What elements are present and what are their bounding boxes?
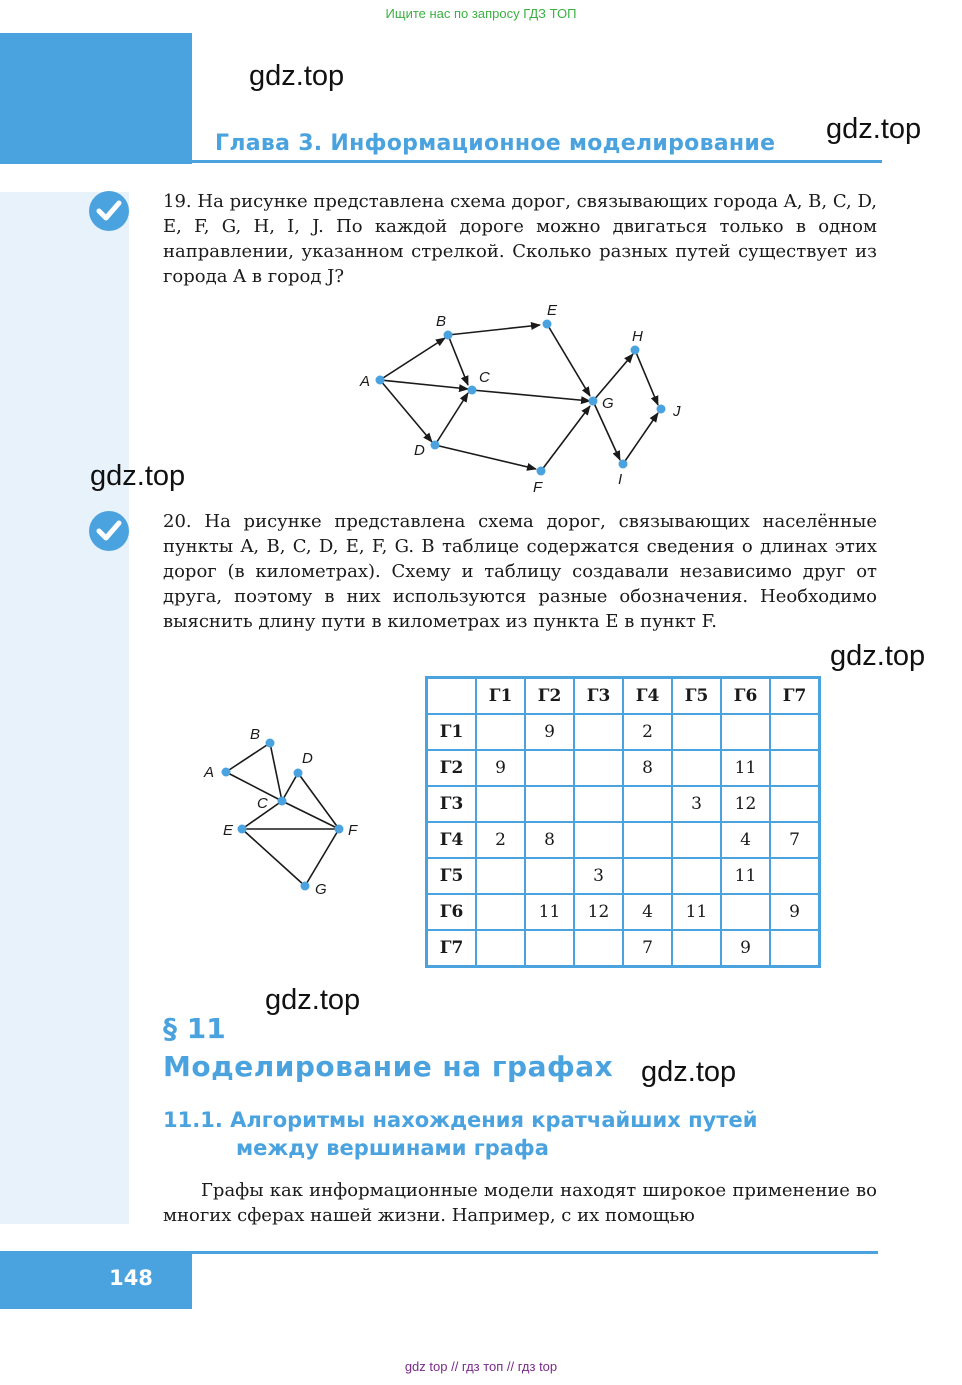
table-cell: 2 bbox=[623, 714, 672, 750]
node-label: D bbox=[302, 750, 313, 767]
edge-f-g bbox=[541, 406, 590, 471]
table-cell bbox=[476, 894, 525, 930]
left-sidebar-strip bbox=[0, 192, 129, 1224]
node-label: B bbox=[436, 313, 447, 330]
node-label: A bbox=[204, 764, 215, 781]
table-cell bbox=[525, 858, 574, 894]
row-header: Г1 bbox=[427, 714, 477, 750]
row-header: Г2 bbox=[427, 750, 477, 786]
distance-table bbox=[425, 676, 821, 968]
watermark: gdz.top bbox=[826, 113, 922, 145]
table-cell bbox=[770, 750, 820, 786]
edge-d-c bbox=[435, 393, 468, 445]
edge-b-e bbox=[448, 325, 540, 335]
table-cell: 3 bbox=[574, 858, 623, 894]
table-cell: 9 bbox=[770, 894, 820, 930]
table-cell: 9 bbox=[476, 750, 525, 786]
node-a bbox=[376, 376, 385, 385]
table-cell bbox=[623, 822, 672, 858]
task-number: 20. bbox=[163, 511, 192, 532]
chapter-title: Глава 3. Информационное моделирование bbox=[215, 131, 776, 156]
node-e bbox=[543, 320, 552, 329]
table-cell bbox=[770, 930, 820, 967]
node-g bbox=[301, 882, 310, 891]
table-row bbox=[427, 894, 820, 930]
subsection-title bbox=[163, 1106, 863, 1162]
table-cell: 2 bbox=[476, 822, 525, 858]
table-cell bbox=[672, 714, 721, 750]
edge-d-f bbox=[435, 445, 536, 469]
table-cell: 7 bbox=[770, 822, 820, 858]
table-cell bbox=[476, 930, 525, 967]
node-label: C bbox=[479, 369, 490, 386]
node-c bbox=[278, 797, 287, 806]
table-cell: 4 bbox=[623, 894, 672, 930]
node-c bbox=[468, 386, 477, 395]
watermark: gdz.top bbox=[265, 984, 361, 1016]
col-header: Г1 bbox=[476, 678, 525, 715]
node-f bbox=[537, 467, 546, 476]
table-cell: 8 bbox=[623, 750, 672, 786]
table-cell bbox=[623, 858, 672, 894]
check-icon bbox=[89, 511, 129, 551]
table-cell bbox=[672, 822, 721, 858]
task-19 bbox=[163, 189, 877, 289]
table-cell: 9 bbox=[525, 714, 574, 750]
table-cell: 12 bbox=[721, 786, 770, 822]
node-label: D bbox=[414, 442, 425, 459]
table-cell bbox=[574, 786, 623, 822]
section-title: Моделирование на графах bbox=[163, 1050, 614, 1083]
table-cell bbox=[525, 786, 574, 822]
node-d bbox=[431, 441, 440, 450]
edge-b-c bbox=[448, 335, 468, 385]
task-text: На рисунке представлена схема дорог, связывающих населённые пункты A, B, C, D, E, F, G. В таблице содержатся сведения о длинах этих дорог (в километрах). Схему и таблицу создавали независимо друг от друга, поэтому в них используются разные обозначения. Необходимо выяснить длину пути в километрах из пункта E в пункт F. bbox=[163, 511, 877, 632]
node-label: G bbox=[315, 881, 327, 898]
table-cell: 4 bbox=[721, 822, 770, 858]
node-label: I bbox=[618, 471, 623, 488]
road-graph-20 bbox=[195, 720, 375, 905]
node-a bbox=[222, 768, 231, 777]
row-header: Г7 bbox=[427, 930, 477, 967]
node-label: H bbox=[632, 328, 643, 345]
table-cell bbox=[721, 894, 770, 930]
edge-h-j bbox=[635, 350, 658, 405]
node-f bbox=[335, 825, 344, 834]
edge-a-b bbox=[380, 338, 445, 380]
table-cell bbox=[770, 858, 820, 894]
table-cell bbox=[476, 714, 525, 750]
node-g bbox=[589, 397, 598, 406]
edge-c-g bbox=[472, 390, 590, 401]
table-row bbox=[427, 714, 820, 750]
row-header: Г3 bbox=[427, 786, 477, 822]
table-cell bbox=[476, 858, 525, 894]
table-cell bbox=[574, 750, 623, 786]
col-header: Г7 bbox=[770, 678, 820, 715]
table-cell bbox=[574, 822, 623, 858]
table-cell: 3 bbox=[672, 786, 721, 822]
road-graph-19 bbox=[350, 300, 700, 500]
table-row bbox=[427, 858, 820, 894]
check-icon bbox=[89, 191, 129, 231]
node-label: F bbox=[348, 822, 358, 839]
col-header: Г5 bbox=[672, 678, 721, 715]
table-cell bbox=[525, 750, 574, 786]
node-label: E bbox=[223, 822, 234, 839]
watermark: gdz.top bbox=[90, 460, 186, 492]
table-cell: 12 bbox=[574, 894, 623, 930]
table-cell bbox=[574, 714, 623, 750]
watermark: gdz.top bbox=[641, 1056, 737, 1088]
node-label: F bbox=[533, 479, 543, 496]
table-cell bbox=[672, 858, 721, 894]
edge-g-h bbox=[593, 354, 633, 401]
header-rule bbox=[192, 160, 882, 163]
col-header: Г6 bbox=[721, 678, 770, 715]
edge-e-g bbox=[547, 324, 590, 396]
col-header: Г4 bbox=[623, 678, 672, 715]
watermark: gdz.top bbox=[830, 640, 926, 672]
watermark: gdz.top bbox=[249, 60, 345, 92]
table-cell bbox=[574, 930, 623, 967]
node-label: E bbox=[547, 302, 558, 319]
task-number: 19. bbox=[163, 191, 192, 212]
table-cell: 9 bbox=[721, 930, 770, 967]
node-label: J bbox=[673, 403, 681, 420]
row-header: Г4 bbox=[427, 822, 477, 858]
header-block bbox=[0, 33, 192, 164]
footer-rule bbox=[129, 1251, 878, 1254]
node-h bbox=[631, 346, 640, 355]
task-text: На рисунке представлена схема дорог, связывающих города A, B, C, D, E, F, G, H, I, J. По каждой дороге можно двигаться только в одном направлении, указанном стрелкой. Сколько разных путей существует из города A в город J? bbox=[163, 191, 877, 287]
edge-a-d bbox=[380, 380, 432, 442]
body-paragraph: Графы как информационные модели находят широкое применение во многих сферах нашей жизни. Например, с их помощью bbox=[163, 1180, 877, 1226]
node-j bbox=[657, 405, 666, 414]
node-d bbox=[294, 769, 303, 778]
subsection-line: между вершинами графа bbox=[236, 1136, 549, 1160]
node-b bbox=[444, 331, 453, 340]
table-cell bbox=[623, 786, 672, 822]
table-cell bbox=[770, 786, 820, 822]
col-header: Г3 bbox=[574, 678, 623, 715]
task-20 bbox=[163, 509, 877, 634]
table-cell bbox=[476, 786, 525, 822]
node-label: C bbox=[257, 795, 268, 812]
row-header: Г6 bbox=[427, 894, 477, 930]
node-label: G bbox=[602, 395, 614, 412]
node-e bbox=[238, 825, 247, 834]
table-cell bbox=[672, 750, 721, 786]
table-cell: 11 bbox=[721, 858, 770, 894]
row-header: Г5 bbox=[427, 858, 477, 894]
subsection-line: 11.1. Алгоритмы нахождения кратчайших путей bbox=[163, 1108, 758, 1132]
table-cell bbox=[672, 930, 721, 967]
table-cell: 7 bbox=[623, 930, 672, 967]
node-i bbox=[619, 460, 628, 469]
node-label: A bbox=[360, 373, 371, 390]
table-row bbox=[427, 822, 820, 858]
bottom-banner[interactable]: gdz top // гдз топ // гдз top bbox=[404, 1359, 558, 1374]
section-number: § 11 bbox=[163, 1012, 226, 1045]
col-header: Г2 bbox=[525, 678, 574, 715]
top-banner[interactable]: Ищите нас по запросу ГДЗ ТОП bbox=[385, 6, 577, 21]
edge-a-c bbox=[380, 380, 468, 389]
table-cell bbox=[770, 714, 820, 750]
page-number: 148 bbox=[109, 1266, 153, 1290]
edge-i-j bbox=[623, 413, 658, 464]
table-row bbox=[427, 750, 820, 786]
table-cell bbox=[721, 714, 770, 750]
node-label: B bbox=[250, 726, 261, 743]
table-cell: 11 bbox=[672, 894, 721, 930]
node-b bbox=[266, 739, 275, 748]
table-cell: 8 bbox=[525, 822, 574, 858]
table-cell bbox=[525, 930, 574, 967]
table-cell: 11 bbox=[525, 894, 574, 930]
table-corner bbox=[427, 678, 477, 715]
table-row bbox=[427, 930, 820, 967]
table-cell: 11 bbox=[721, 750, 770, 786]
table-row bbox=[427, 786, 820, 822]
